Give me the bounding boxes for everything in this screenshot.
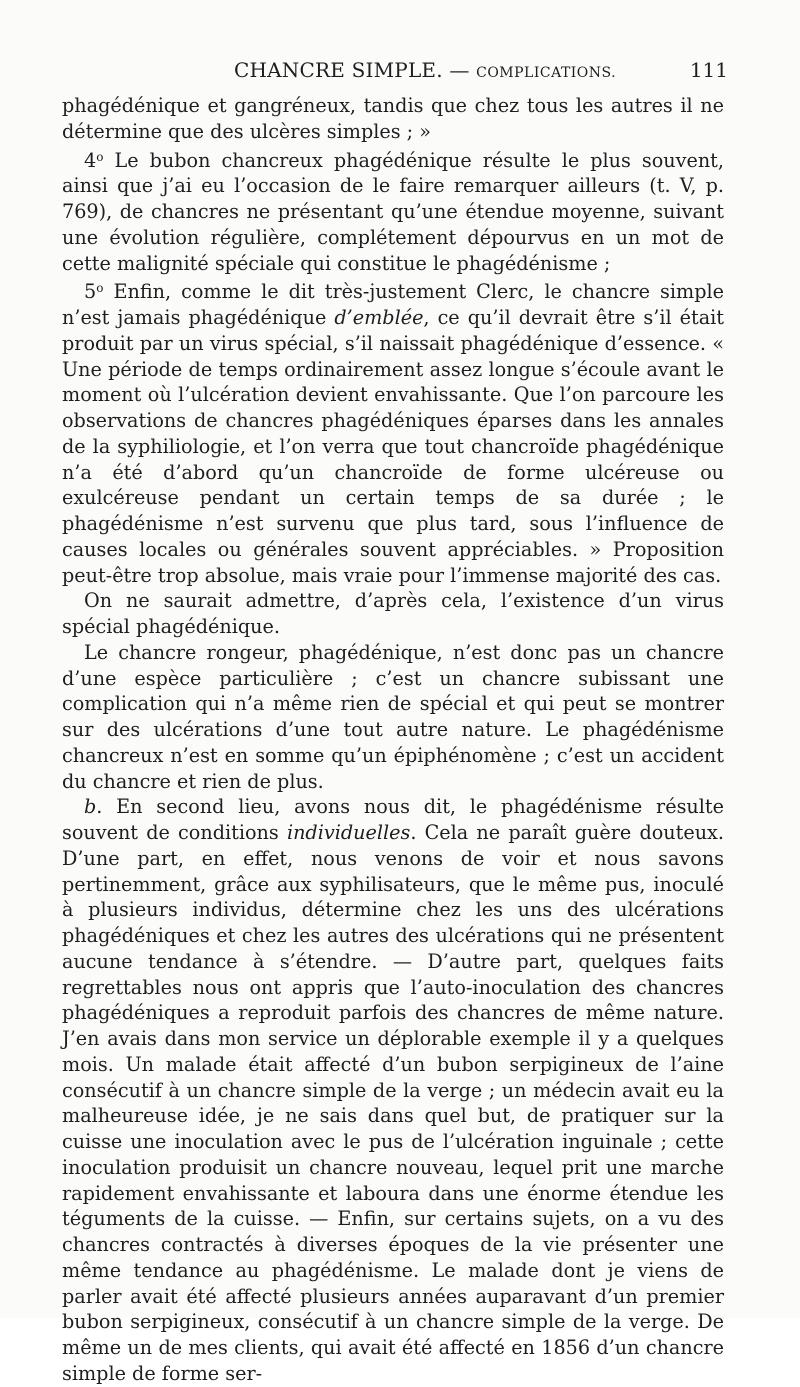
- point-number: 5: [84, 280, 97, 304]
- body-text: [62, 93, 724, 1387]
- running-header: [62, 58, 728, 84]
- ordinal-superscript: o: [96, 149, 104, 164]
- emphasis-text: individuelles: [286, 821, 411, 844]
- running-title-sub: COMPLICATIONS.: [476, 65, 617, 81]
- paragraph-text: phagédénique et gangréneux, tandis que chez tous les autres il ne détermine que des ulcères simples ; »: [62, 94, 724, 143]
- emphasis-text: d’emblée: [334, 306, 424, 329]
- paragraph-point-4: [62, 145, 724, 277]
- paragraph: [62, 588, 724, 640]
- section-letter: b: [84, 795, 97, 819]
- paragraph-text: Le chancre rongeur, phagédénique, n’est donc pas un chancre d’une espèce particulière ; c’est un chancre subissant une complication qui n’a même rien de spécial et qui peut se montrer sur des ulcérations d’une tout autre nature. Le phagédénisme chancreux n’est en somme qu’un épiphénomène ; c’est un accident du chancre et rien de plus.: [62, 640, 724, 793]
- running-title: [234, 58, 616, 82]
- point-number: 4: [84, 148, 97, 172]
- paragraph-text: . Cela ne paraît guère douteux. D’une part, en effet, nous venons de voir et nous savons pertinemment, grâce aux syphilisateurs, que le même pus, inoculé à plusieurs individus, détermine chez les uns des ulcérations phagédéniques et chez les autres des ulcérations qui ne présentent aucune tendance à s’étendre. — D’autre part, quelques faits regrettables nous ont appris que l’auto-inoculation des chancres phagédéniques a reproduit parfois des chancres de même nature. J’en avais dans mon service un déplorable exemple il y a quelques mois. Un malade était affecté d’un bubon serpigineux de l’aine consécutif à un chancre simple de la verge ; un médecin avait eu la malheureuse idée, je ne sais dans quel but, de pratiquer sur la cuisse une inoculation avec le pus de l’ulcération inguinale ; cette inoculation produisit un chancre nouveau, lequel prit une marche rapidement envahissante et laboura dans une énorme étendue les téguments de la cuisse. — Enfin, sur certains sujets, on a vu des chancres contractés à diverses époques de la vie présenter une même tendance au phagédénisme. Le malade dont je viens de parler avait été affecté plusieurs années auparavant d’un premier bubon serpigineux, consécutif à un chancre simple de la verge. De même un de mes clients, qui avait été affecté en 1856 d’un chancre simple de forme ser-: [62, 821, 724, 1385]
- paragraph-point-5: [62, 276, 724, 588]
- paragraph-text: . En second lieu, avons nous dit, le phagédénisme résulte souvent de conditions: [62, 795, 724, 844]
- paragraph-text: On ne saurait admettre, d’après cela, l’existence d’un virus spécial phagédénique.: [62, 589, 724, 638]
- paragraph-continuation: [62, 93, 724, 145]
- running-title-main: CHANCRE SIMPLE. —: [234, 58, 477, 82]
- paragraph: [62, 640, 724, 795]
- paragraph-text: Enfin, comme le dit très-justement Clerc, le chancre simple n’est jamais phagédénique: [62, 280, 724, 329]
- paragraph-section-b: [62, 794, 724, 1386]
- paragraph-text: Le bubon chancreux phagédénique résulte le plus souvent, ainsi que j’ai eu l’occasion de le faire remarquer ailleurs (t. V, p. 769), de chancres ne présentant qu’une étendue moyenne, suivant une évolution régulière, complétement dépourvus en un mot de cette malignité spéciale qui constitue le phagédénisme ;: [62, 148, 724, 275]
- page-number: 111: [689, 58, 728, 82]
- paragraph-text: , ce qu’il devrait être s’il était produit par un virus spécial, s’il naissait phagédénique d’essence. « Une période de temps ordinairement assez longue s’écoule avant le moment où l’ulcération devient envahissante. Que l’on parcoure les observations de chancres phagédéniques éparses dans les annales de la syphiliologie, et l’on verra que tout chancroïde phagédénique n’a été d’abord qu’un chancroïde de forme ulcéreuse ou exulcéreuse pendant un certain temps de sa durée ; le phagédénisme n’est survenu que plus tard, sous l’influence de causes locales ou générales souvent appréciables. » Proposition peut-être trop absolue, mais vraie pour l’immense majorité des cas.: [62, 306, 724, 587]
- ordinal-superscript: o: [96, 281, 104, 296]
